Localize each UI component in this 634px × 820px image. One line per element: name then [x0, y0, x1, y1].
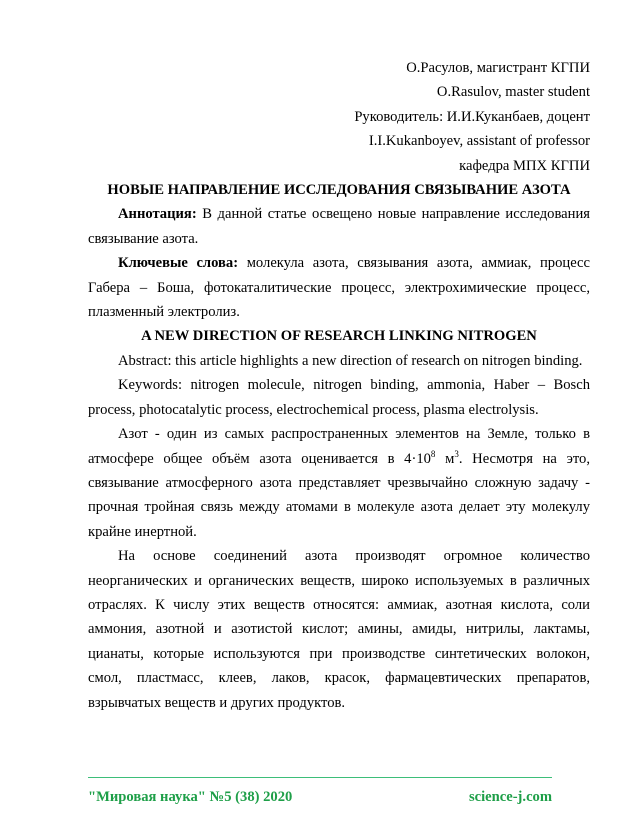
- title-ru: НОВЫЕ НАПРАВЛЕНИЕ ИССЛЕДОВАНИЯ СВЯЗЫВАНИЕ АЗОТА: [107, 182, 571, 199]
- abstract-ru-label: Аннотация:: [118, 206, 197, 223]
- title-en: A NEW DIRECTION OF RESEARCH LINKING NITROGEN: [141, 328, 537, 345]
- para1-exponent-1: 8: [430, 448, 436, 459]
- para1-after: . Несмотря на это, связывание атмосферного азота представляет чрезвычайно сложную задачу - прочная тройная связь между атомами в молекуле азота делает эту молекулу крайне инертной.: [88, 450, 590, 540]
- supervisor-line-1: Руководитель: И.И.Куканбаев, доцент: [354, 108, 590, 125]
- body-paragraph-2: На основе соединений азота производят огромное количество неорганических и органических веществ, широко используемых в различных отраслях. К числу этих веществ относятся: аммиак, азотная кислота, соли аммония, азотной и азотистой кислот; амины, амиды, нитрилы, лактамы, цианаты, которые используются при производстве синтетических волокон, смол, пластмасс, клеев, лаков, красок, фармацевтических препаратов, взрывчатых веществ и других продуктов.: [88, 548, 590, 711]
- abstract-ru-text: В данной статье освещено новые направление исследования связывание азота.: [88, 206, 590, 247]
- keywords-ru: [88, 251, 590, 324]
- keywords-en: Keywords: nitrogen molecule, nitrogen binding, ammonia, Haber – Bosch process, photocatalytic process, electrochemical process, plasma electrolysis.: [88, 377, 590, 418]
- author-line-2: O.Rasulov, master student: [436, 84, 590, 101]
- department-line: кафедра МПХ КГПИ: [459, 157, 590, 174]
- body-paragraph-1: [88, 422, 590, 544]
- keywords-ru-text: молекула азота, связывания азота, аммиак, процесс Габера – Боша, фотокаталитические процесс, электрохимические процесс, плазменный электролиз.: [88, 255, 590, 321]
- footer-divider: [88, 777, 552, 778]
- para1-unit: м: [435, 450, 455, 467]
- para1-exponent-2: 3: [454, 448, 459, 459]
- abstract-ru: [88, 202, 590, 251]
- author-line-1: О.Расулов, магистрант КГПИ: [406, 60, 590, 76]
- footer-site-link[interactable]: science-j.com: [468, 789, 552, 805]
- para1-before: Азот - один из самых распространенных элементов на Земле, только в атмосфере общее объём азота оценивается в 4·10: [88, 426, 590, 467]
- footer-journal: "Мировая наука" №5 (38) 2020: [88, 789, 293, 805]
- supervisor-line-2: I.I.Kukanboyev, assistant of professor: [368, 133, 590, 150]
- abstract-en: Abstract: this article highlights a new direction of research on nitrogen binding.: [118, 352, 583, 369]
- article-page: [88, 56, 590, 715]
- keywords-ru-label: Ключевые слова:: [118, 255, 239, 272]
